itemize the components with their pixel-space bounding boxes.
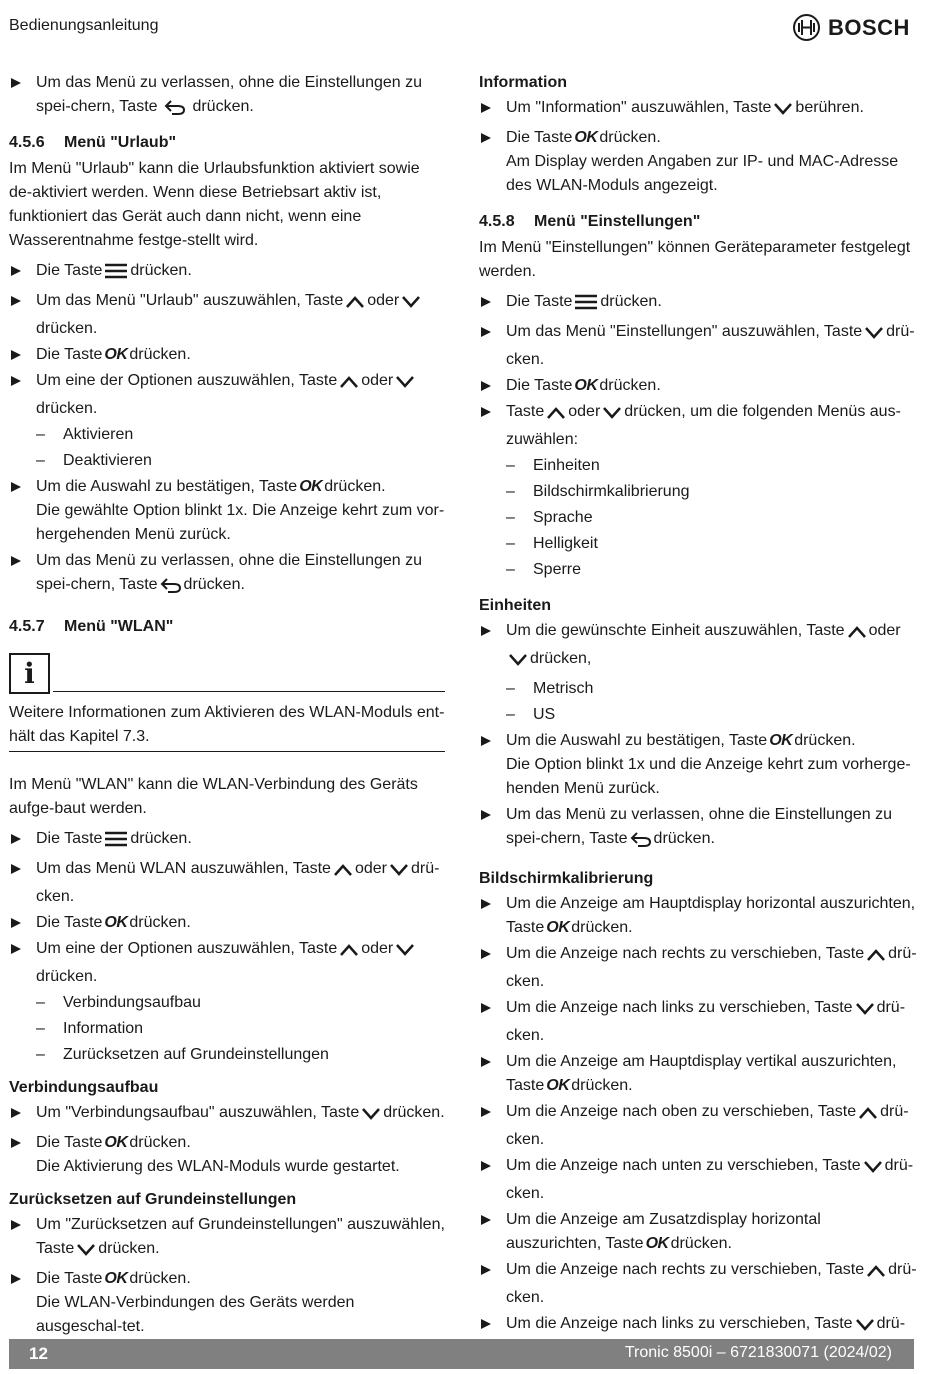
- back-icon: [160, 577, 182, 601]
- step-result: Die Aktivierung des WLAN-Moduls wurde gestartet.: [36, 1158, 400, 1175]
- left-column: [9, 71, 445, 1341]
- document-title: Bedienungsanleitung: [9, 17, 159, 34]
- chevron-down-icon: [361, 1105, 381, 1129]
- step-result: Die Option blinkt 1x und die Anzeige kehrt zum vorherge-henden Menü zurück.: [506, 756, 911, 797]
- urlaub-intro: Im Menü "Urlaub" kann die Urlaubsfunktion aktiviert sowie de-aktiviert werden. Wenn diese Betriebsart aktiv ist, funktioniert das Gerät auch dann nicht, wenn eine Wasserentnahme festge-stellt wird.: [9, 160, 420, 249]
- subheading-information: Information: [479, 74, 567, 91]
- back-icon: [630, 831, 652, 855]
- ok-icon: OK: [574, 377, 598, 394]
- step: Um "Zurücksetzen auf Grundeinstellungen" auszuwählen, Taste drücken.: [9, 1213, 445, 1265]
- step: Um die Anzeige am Hauptdisplay horizontal auszurichten, Taste OK drücken.: [479, 892, 919, 940]
- step: Die Taste OK drücken. Am Display werden Angaben zur IP- und MAC-Adresse des WLAN-Moduls angezeigt.: [479, 126, 919, 198]
- chevron-up-icon: [858, 1104, 878, 1128]
- chevron-up-icon: [866, 946, 886, 970]
- subheading-reset: Zurücksetzen auf Grundeinstellungen: [9, 1191, 297, 1208]
- chevron-down-icon: [855, 1316, 875, 1340]
- subheading-kalibrierung: Bildschirmkalibrierung: [479, 870, 654, 887]
- chevron-up-icon: [333, 861, 353, 885]
- ok-icon: OK: [645, 1235, 669, 1252]
- menu-icon: [104, 263, 128, 287]
- right-column: [479, 71, 919, 1366]
- ok-icon: OK: [104, 1134, 128, 1151]
- step: Um die Anzeige nach rechts zu verschieben, Taste drü-cken.: [479, 942, 919, 994]
- step: Um das Menü zu verlassen, ohne die Einstellungen zu spei-chern, Taste drücken.: [9, 549, 445, 601]
- chevron-up-icon: [339, 373, 359, 397]
- step: Die Taste drücken.: [9, 827, 445, 855]
- ok-icon: OK: [574, 129, 598, 146]
- menu-icon: [574, 294, 598, 318]
- step: Um die Auswahl zu bestätigen, Taste OK drücken. Die Option blinkt 1x und die Anzeige kehrt zum vorherge-henden Menü zurück.: [479, 729, 919, 801]
- chevron-down-icon: [395, 373, 415, 397]
- step: Um die Anzeige nach rechts zu verschieben, Taste drü-cken.: [479, 1258, 919, 1310]
- chevron-down-icon: [395, 941, 415, 965]
- divider: [53, 691, 445, 692]
- chevron-up-icon: [345, 293, 365, 317]
- subheading-einheiten: Einheiten: [479, 597, 552, 614]
- step: Um "Verbindungsaufbau" auszuwählen, Taste drücken.: [9, 1101, 445, 1129]
- brand-logo: [793, 14, 910, 41]
- step: Um die Anzeige nach oben zu verschieben, Taste drü-cken.: [479, 1100, 919, 1152]
- chevron-up-icon: [546, 404, 566, 428]
- chevron-down-icon: [773, 100, 793, 124]
- step: Um eine der Optionen auszuwählen, Taste oderdrücken.: [9, 369, 445, 421]
- chevron-up-icon: [866, 1262, 886, 1286]
- step-result: Die gewählte Option blinkt 1x. Die Anzeige kehrt zum vor-hergehenden Menü zurück.: [36, 502, 445, 543]
- step: Um das Menü zu verlassen, ohne die Einstellungen zu spei-chern, Taste drücken.: [479, 803, 919, 855]
- info-text: Weitere Informationen zum Aktivieren des WLAN-Moduls ent-hält das Kapitel 7.3.: [9, 701, 445, 752]
- step: Die Taste OK drücken.: [9, 343, 445, 367]
- step: Um eine der Optionen auszuwählen, Taste oderdrücken.: [9, 937, 445, 989]
- back-icon: [164, 99, 186, 123]
- einstellungen-intro: Im Menü "Einstellungen" können Geräteparameter festgelegt werden.: [479, 239, 911, 280]
- chevron-down-icon: [401, 293, 421, 317]
- chevron-up-icon: [847, 623, 867, 647]
- step: Um die Anzeige am Zusatzdisplay horizontal auszurichten, Taste OK drücken.: [479, 1208, 919, 1256]
- step: Um die Anzeige nach unten zu verschieben, Taste drü-cken.: [479, 1154, 919, 1206]
- list-item: – Verbindungsaufbau: [9, 991, 445, 1015]
- section-heading-wlan: 4.5.7 Menü "WLAN": [9, 618, 174, 635]
- step: Um die Anzeige nach links zu verschieben, Taste drü-: [479, 1312, 919, 1364]
- page-footer: [9, 1339, 914, 1369]
- list-item: – Aktivieren: [9, 423, 445, 447]
- list-item: – US: [479, 703, 919, 727]
- ok-icon: OK: [104, 1270, 128, 1287]
- page-number: 12: [29, 1344, 48, 1363]
- list-item: – Metrisch: [479, 677, 919, 701]
- step-exit-menu: Um das Menü zu verlassen, ohne die Einstellungen zu spei-chern, Taste drücken.: [9, 71, 445, 123]
- list-item: – Helligkeit: [479, 532, 919, 556]
- list-item: – Sperre: [479, 558, 919, 582]
- brand-name: BOSCH: [828, 14, 910, 40]
- chevron-up-icon: [339, 941, 359, 965]
- step: Um die Auswahl zu bestätigen, Taste OK drücken. Die gewählte Option blinkt 1x. Die Anzeige kehrt zum vor-hergehenden Menü zurück.: [9, 475, 445, 547]
- list-item: – Deaktivieren: [9, 449, 445, 473]
- section-heading-urlaub: 4.5.6 Menü "Urlaub": [9, 134, 177, 151]
- step-result: Am Display werden Angaben zur IP- und MAC-Adresse des WLAN-Moduls angezeigt.: [506, 153, 899, 194]
- list-item: – Information: [9, 1017, 445, 1041]
- bosch-armature-icon: [793, 14, 820, 41]
- chevron-down-icon: [855, 1000, 875, 1024]
- chevron-down-icon: [389, 861, 409, 885]
- step: Um die gewünschte Einheit auszuwählen, Taste oderdrücken,: [479, 619, 919, 675]
- info-box: [9, 653, 445, 695]
- ok-icon: OK: [769, 732, 793, 749]
- chevron-down-icon: [76, 1241, 96, 1265]
- step: Um die Anzeige nach links zu verschieben, Taste drü-cken.: [479, 996, 919, 1048]
- chevron-down-icon: [602, 404, 622, 428]
- step: Um das Menü "Urlaub" auszuwählen, Taste oderdrücken.: [9, 289, 445, 341]
- step: Taste oder drücken, um die folgenden Menüs aus-zuwählen:: [479, 400, 919, 452]
- chevron-down-icon: [864, 324, 884, 348]
- info-icon: i: [9, 653, 50, 694]
- list-item: – Zurücksetzen auf Grundeinstellungen: [9, 1043, 445, 1067]
- ok-icon: OK: [546, 919, 570, 936]
- ok-icon: OK: [546, 1077, 570, 1094]
- ok-icon: OK: [299, 478, 323, 495]
- list-item: – Sprache: [479, 506, 919, 530]
- step-result: Die WLAN-Verbindungen des Geräts werden ausgeschal-tet.: [36, 1294, 355, 1335]
- step: Die Taste OK drücken.: [479, 374, 919, 398]
- list-item: – Einheiten: [479, 454, 919, 478]
- ok-icon: OK: [104, 914, 128, 931]
- step: Um das Menü "Einstellungen" auszuwählen, Taste drü-cken.: [479, 320, 919, 372]
- chevron-down-icon: [863, 1158, 883, 1182]
- document-id: Tronic 8500i – 6721830071 (2024/02): [624, 1344, 892, 1361]
- list-item: – Bildschirmkalibrierung: [479, 480, 919, 504]
- step: Die Taste OK drücken.: [9, 911, 445, 935]
- step: Um "Information" auszuwählen, Taste berühren.: [479, 96, 919, 124]
- step: Um das Menü WLAN auszuwählen, Taste oder drü-cken.: [9, 857, 445, 909]
- ok-icon: OK: [104, 346, 128, 363]
- step: Die Taste drücken.: [9, 259, 445, 287]
- section-heading-einstellungen: 4.5.8 Menü "Einstellungen": [479, 213, 701, 230]
- step: Die Taste OK drücken. Die WLAN-Verbindungen des Geräts werden ausgeschal-tet.: [9, 1267, 445, 1339]
- step: Die Taste drücken.: [479, 290, 919, 318]
- wlan-intro: Im Menü "WLAN" kann die WLAN-Verbindung des Geräts aufge-baut werden.: [9, 776, 418, 817]
- menu-icon: [104, 831, 128, 855]
- chevron-down-icon: [508, 651, 528, 675]
- subheading-verbindungsaufbau: Verbindungsaufbau: [9, 1079, 159, 1096]
- step: Um die Anzeige am Hauptdisplay vertikal auszurichten, Taste OK drücken.: [479, 1050, 919, 1098]
- step: Die Taste OK drücken. Die Aktivierung des WLAN-Moduls wurde gestartet.: [9, 1131, 445, 1179]
